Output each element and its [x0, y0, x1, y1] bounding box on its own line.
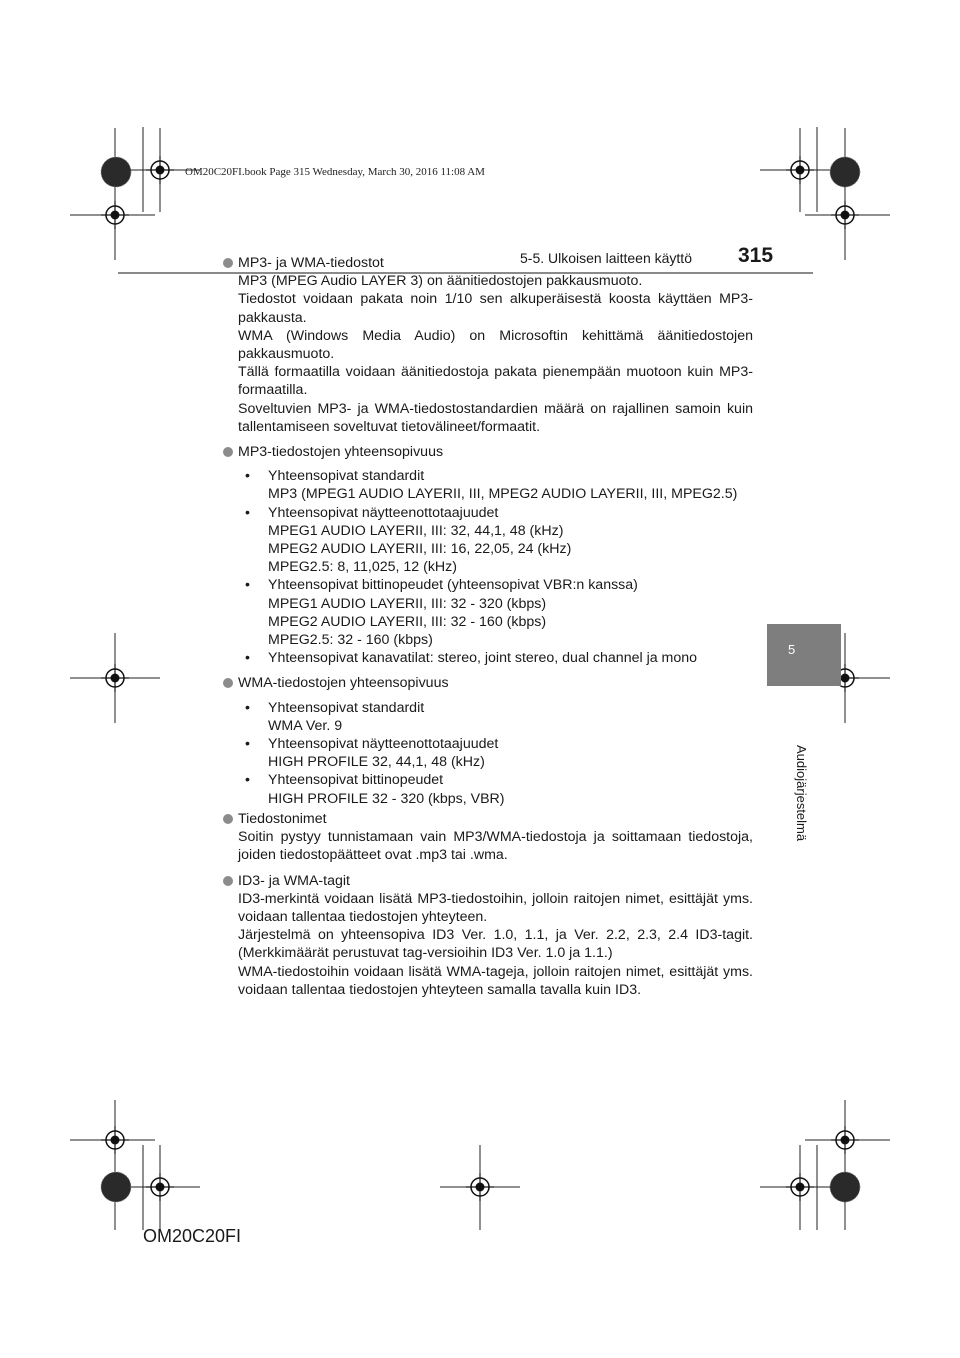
paragraph: WMA (Windows Media Audio) on Microsoftin kehittämä äänitiedostojen pakkausmuoto.: [238, 327, 753, 363]
bullet-title: MP3- ja WMA-tiedostot: [238, 255, 384, 271]
list-item-value: MP3 (MPEG1 AUDIO LAYERII, III, MPEG2 AUDIO LAYERII, III, MPEG2.5): [268, 486, 738, 503]
page-number: 315: [738, 244, 774, 267]
list-item: • Yhteensopivat näytteenottotaajuudet HIGH PROFILE 32, 44,1, 48 (kHz): [268, 735, 753, 771]
list-item: • Yhteensopivat kanavatilat: stereo, joint stereo, dual channel ja mono: [245, 650, 698, 667]
bullet-id3-wma-tags: [223, 872, 753, 999]
bullet-title: ID3- ja WMA-tagit: [238, 872, 350, 889]
list-item-value: MPEG2 AUDIO LAYERII, III: 16, 22,05, 24 (kHz): [268, 541, 572, 558]
list-item-label: Yhteensopivat kanavatilat: stereo, joint stereo, dual channel ja mono: [268, 650, 698, 667]
sub-list: [238, 467, 753, 667]
list-item: • Yhteensopivat standardit MP3 (MPEG1 AUDIO LAYERII, III, MPEG2 AUDIO LAYERII, III, MPEG2.5): [268, 467, 753, 503]
list-item: • Yhteensopivat bittinopeudet (yhteensopivat VBR:n kanssa) MPEG1 AUDIO LAYERII, III: 32 - 320 (kbps) MPEG2 AUDIO LAYERII, III: 32 - 160 (kbps) MPEG2.5: 32 - 160 (kbps): [268, 576, 753, 649]
bullet-file-names: [223, 810, 753, 865]
sub-list: [238, 699, 753, 808]
bullet-dot-icon: [223, 814, 233, 824]
list-item-value: WMA Ver. 9: [268, 717, 343, 734]
chapter-number: 5: [788, 642, 796, 657]
list-item-label: Yhteensopivat bittinopeudet: [268, 772, 444, 789]
paragraph: Soitin pystyy tunnistamaan vain MP3/WMA-tiedostoja ja soittamaan tiedostoja, joiden tiedostopäätteet ovat .mp3 tai .wma.: [238, 829, 753, 864]
list-item-value: MPEG2 AUDIO LAYERII, III: 32 - 160 (kbps): [268, 613, 547, 630]
paragraph: Tällä formaatilla voidaan äänitiedostoja pakata pienempään muotoon kuin MP3-formaatilla.: [238, 364, 753, 399]
list-item-label: Yhteensopivat standardit: [268, 468, 425, 485]
bullet-dot-icon: [223, 258, 233, 268]
list-item: • Yhteensopivat bittinopeudet HIGH PROFILE 32 - 320 (kbps, VBR): [268, 771, 753, 807]
paragraph: Tiedostot voidaan pakata noin 1/10 sen alkuperäisestä koosta käyttäen MP3-pakkausta.: [238, 291, 753, 326]
list-item: • Yhteensopivat näytteenottotaajuudet MPEG1 AUDIO LAYERII, III: 32, 44,1, 48 (kHz) MPEG2 AUDIO LAYERII, III: 16, 22,05, 24 (kHz) MPEG2.5: 8, 11,025, 12 (kHz): [268, 504, 753, 577]
list-item-value: MPEG1 AUDIO LAYERII, III: 32, 44,1, 48 (kHz): [268, 522, 564, 539]
page-content: [223, 254, 753, 999]
bullet-mp3-compatibility: [223, 443, 753, 667]
list-item-label: Yhteensopivat näytteenottotaajuudet: [268, 504, 499, 521]
bullet-title: WMA-tiedostojen yhteensopivuus: [238, 675, 449, 692]
paragraph: Soveltuvien MP3- ja WMA-tiedostostandardien määrä on rajallinen samoin kuin tallentamiseen soveltuvat tietovälineet/formaatit.: [238, 400, 753, 435]
bullet-wma-compatibility: [223, 674, 753, 807]
list-item-label: Yhteensopivat näytteenottotaajuudet: [268, 736, 499, 753]
bullet-title: Tiedostonimet: [238, 810, 327, 827]
chapter-label: Audiojärjestelmä: [794, 745, 809, 842]
bullet-title: MP3-tiedostojen yhteensopivuus: [238, 444, 444, 461]
chapter-tab: [767, 624, 841, 686]
bullet-dot-icon: [223, 678, 233, 688]
paragraph: Järjestelmä on yhteensopiva ID3 Ver. 1.0, 1.1, ja Ver. 2.2, 2.3, 2.4 ID3-tagit. (Merkkimäärät perustuvat tag-versioihin ID3 Ver. 1.0 ja 1.1.): [238, 927, 753, 962]
list-item-value: MPEG1 AUDIO LAYERII, III: 32 - 320 (kbps): [268, 595, 547, 612]
list-item: • Yhteensopivat standardit WMA Ver. 9: [268, 699, 753, 735]
bullet-dot-icon: [223, 447, 233, 457]
list-item-value: MPEG2.5: 32 - 160 (kbps): [268, 632, 433, 649]
bullet-dot-icon: [223, 876, 233, 886]
manual-code: OM20C20FI: [143, 1226, 242, 1246]
paragraph: MP3 (MPEG Audio LAYER 3) on äänitiedostojen pakkausmuoto.: [238, 273, 643, 290]
list-item-label: Yhteensopivat bittinopeudet (yhteensopivat VBR:n kanssa): [268, 577, 638, 594]
list-item-value: HIGH PROFILE 32, 44,1, 48 (kHz): [268, 754, 485, 771]
section-title: 5-5. Ulkoisen laitteen käyttö: [520, 250, 692, 266]
list-item-label: Yhteensopivat standardit: [268, 699, 425, 716]
list-item-value: MPEG2.5: 8, 11,025, 12 (kHz): [268, 559, 457, 576]
paragraph: ID3-merkintä voidaan lisätä MP3-tiedostoihin, jolloin raitojen nimet, esittäjät yms. voidaan tallentaa tiedostojen yhteyteen.: [238, 890, 753, 925]
bullet-mp3-wma-files: [223, 254, 753, 436]
book-file-stamp: OM20C20FI.book Page 315 Wednesday, March 30, 2016 11:08 AM: [185, 166, 485, 178]
paragraph: WMA-tiedostoihin voidaan lisätä WMA-tageja, jolloin raitojen nimet, esittäjät yms. voidaan tallentaa tiedostojen yhteyteen samalla tavalla kuin ID3.: [238, 963, 753, 998]
list-item-value: HIGH PROFILE 32 - 320 (kbps, VBR): [268, 790, 505, 807]
